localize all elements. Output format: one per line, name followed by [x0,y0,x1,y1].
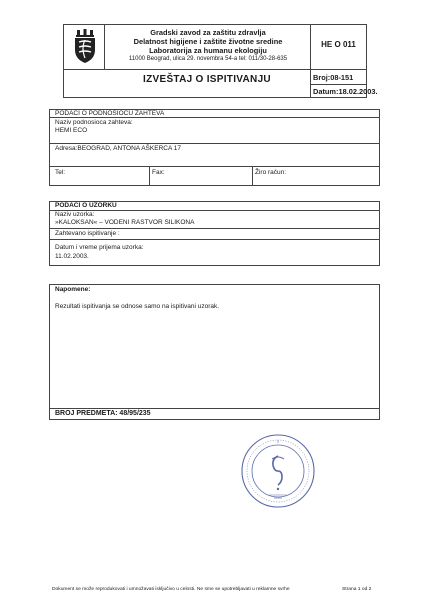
applicant-section-title: PODACI O PODNOSIOCU ZAHTEVA [55,110,165,117]
fax-account-divider [252,166,253,186]
institute-logo-icon [72,28,98,64]
received-date-label: Datum i vreme prijema uzorka: [55,244,144,251]
account-label: Žiro račun: [255,169,287,176]
footer-page-number: Strana 1 od 2 [342,587,372,592]
sample-title-line [49,210,380,211]
requested-test-label: Zahtevano ispitivanje : [55,230,120,237]
number-date-line [310,84,367,85]
applicant-address-top [49,143,380,144]
institute-line-2: Delatnost higijene i zaštite životne sredine [133,37,283,46]
applicant-address [55,145,181,153]
document-code: HE O 011 [321,40,356,49]
notes-title-text: Napomene [55,286,89,293]
report-date: Datum:18.02.2003. [313,87,378,96]
applicant-address-value: BEOGRAD, ANTONA AŠKERCA 17 [77,145,181,152]
notes-title: Napomene: [55,286,91,293]
fax-label: Fax: [152,169,165,176]
sample-name-value: »KALOKSAN« – VODENI RASTVOR SILIKONA [55,219,195,226]
notes-bottom-line [49,408,380,409]
applicant-contact-top [49,166,380,167]
footer-disclaimer: Dokument se može reprodukovati i umnožavati isključivo u celosti. Ne sme se upotrebljavati u reklamne svrhe [52,587,290,592]
applicant-name-value: HEMI ECO [55,127,88,134]
code-divider [310,24,311,98]
official-stamp-icon [239,432,317,510]
institute-line-3: Laboratorija za humanu ekologiju [149,46,267,55]
applicant-address-label: Adresa: [55,145,78,152]
case-number: BROJ PREDMETA: 48/95/235 [55,410,151,417]
applicant-name-label: Naziv podnosioca zahteva: [55,119,133,126]
sample-requested-top [49,228,380,229]
notes-text: Rezultati ispitivanja se odnose samo na ispitivani uzorak. [55,303,220,310]
report-number: Broj:08-151 [313,73,354,82]
institute-address: 11000 Beograd, ulica 29. novembra 54-a tel: 011/30-28-635 [128,56,288,62]
header-mid-line [63,69,367,70]
report-title: IZVEŠTAJ O ISPITIVANJU [143,74,271,85]
received-date-value: 11.02.2003. [55,253,89,260]
sample-section-title: PODACI O UZORKU [55,202,117,209]
tel-label: Tel: [55,169,66,176]
tel-fax-divider [149,166,150,186]
institute-line-1: Gradski zavod za zaštitu zdravlja [150,28,266,37]
sample-received-top [49,239,380,240]
logo-divider [104,24,105,69]
sample-name-label: Naziv uzorka: [55,211,95,218]
institute-block [108,28,308,63]
